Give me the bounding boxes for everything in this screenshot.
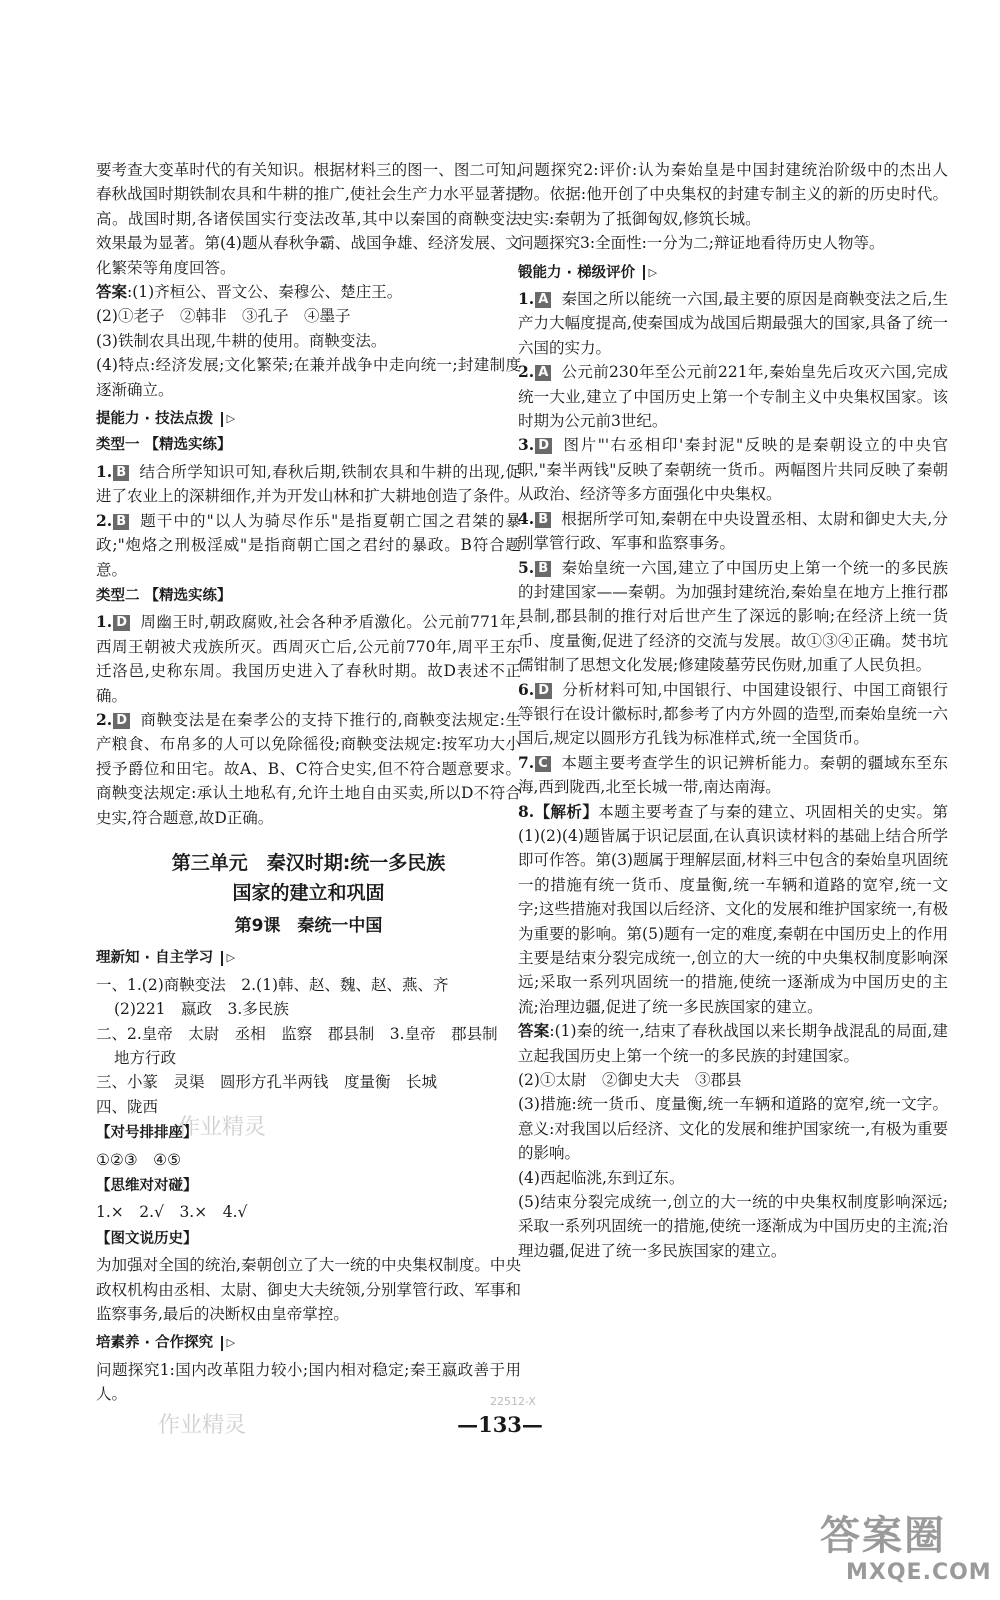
answer-badge: C — [535, 756, 551, 772]
question-item — [96, 460, 521, 509]
answer-line: (2)①太尉 ②御史大夫 ③郡县 — [518, 1071, 742, 1090]
item-text: 题干中的"以人为骑尽作乐"是指夏朝亡国之君桀的暴政;"炮烙之刑极淫威"是指商朝亡国之君纣的暴政。B符合题意。 — [96, 511, 521, 579]
arrow-icon: ▷ — [648, 265, 658, 279]
item-number: 8. — [518, 801, 535, 821]
divider — [221, 412, 223, 427]
answer-badge: D — [113, 615, 130, 631]
question-item — [518, 751, 948, 800]
answer-badge: D — [113, 713, 130, 729]
divider — [643, 265, 645, 280]
item-text: 秦始皇统一六国,建立了中国历史上第一个统一的多民族的封建国家——秦朝。为加强封建统治,秦始皇在地方上推行郡县制,郡县制的推行对后世产生了深远的影响;在经济上统一货币、度量衡,促进了经济的交流与发展。故①③④正确。焚书坑儒钳制了思想文化发展;修建陵墓劳民伤财,加重了人民负担。 — [518, 558, 948, 675]
explore-item: 问题探究3:全面性:一分为二;辩证地看待历史人物等。 — [518, 234, 885, 253]
left-column — [96, 158, 521, 1407]
unit-title-line1: 第三单元 秦汉时期:统一多民族 — [171, 851, 446, 874]
question-item — [518, 678, 948, 751]
item-text: 周幽王时,朝政腐败,社会各种矛盾激化。公元前771年,西周王朝被犬戎族所灭。西周灭亡后,公元前770年,周平王东迁洛邑,史称东周。我国历史进入了春秋时期。故D表述不正确。 — [96, 613, 521, 705]
page-number: —133— — [457, 1412, 543, 1437]
question-item-8 — [518, 800, 948, 1020]
fill-line: (2)221 嬴政 3.多民族 — [114, 1000, 289, 1019]
answer-badge: D — [535, 683, 552, 699]
pic-text: 为加强对全国的统治,秦朝创立了大一统的中央集权制度。中央政权机构由丞相、太尉、御史大夫统领,分别掌管行政、军事和监察事务,最后的决断权由皇帝掌控。 — [96, 1256, 521, 1324]
divider — [221, 1336, 223, 1351]
watermark-text: 作业精灵 — [158, 1413, 247, 1438]
answer-badge: B — [113, 465, 129, 481]
item-text: 商鞅变法是在秦孝公的支持下推行的,商鞅变法规定:生产粮食、布帛多的人可以免除徭役;商鞅变法规定:按军功大小授予爵位和田宅。故A、B、C符合史实,但不符合题意要求。商鞅变法规定:承认土地私有,允许土地自由买卖,所以D不符合史实,符合题意,故D正确。 — [96, 710, 521, 827]
subsection-title: 类型二 【精选实练】 — [96, 587, 232, 604]
question-item — [96, 509, 521, 582]
answer-badge: B — [113, 514, 129, 530]
question-item — [518, 360, 948, 433]
answer-text: :(1)秦的统一,结束了春秋战国以来长期争战混乱的局面,建立起我国历史上第一个统一的多民族的封建国家。 — [518, 1022, 948, 1065]
fill-line: 一、1.(2)商鞅变法 2.(1)韩、赵、魏、赵、燕、齐 — [96, 975, 449, 994]
site-logo — [818, 1500, 998, 1600]
arrow-icon: ▷ — [226, 1336, 236, 1350]
item-number: 3. — [518, 435, 535, 455]
section-title: 理新知 · 自主学习 — [96, 950, 214, 967]
item-text: 结合所学知识可知,春秋后期,铁制农具和牛耕的出现,促进了农业上的深耕细作,并为开发山林和扩大耕地创造了条件。 — [96, 462, 521, 506]
answer-badge: D — [535, 438, 552, 454]
item-text: 分析材料可知,中国银行、中国建设银行、中国工商银行等银行在设计徽标时,都参考了内方外圆的造型,而秦始皇统一六国后,规定以圆形方孔钱为标准样式,统一全国货币。 — [518, 680, 948, 748]
print-code: 22512-X — [490, 1395, 536, 1408]
pair-answer: ①②③ ④⑤ — [96, 1150, 181, 1169]
item-number: 2. — [96, 510, 113, 530]
question-item — [518, 433, 948, 506]
item-text: 根据所学可知,秦朝在中央设置丞相、太尉和御史大夫,分别掌管行政、军事和监察事务。 — [518, 509, 948, 553]
divider — [221, 951, 223, 966]
think-answer: 1.× 2.√ 3.× 4.√ — [96, 1203, 248, 1222]
subsection-title: 类型一 【精选实练】 — [96, 437, 232, 454]
section-title: 培素养 · 合作探究 — [96, 1335, 214, 1352]
subsection-title: 【图文说历史】 — [96, 1230, 198, 1247]
question-item — [518, 556, 948, 678]
item-number: 1. — [96, 612, 113, 632]
section-header — [518, 261, 948, 285]
analysis-tag: 【解析】 — [534, 802, 599, 821]
fill-line: 地方行政 — [114, 1049, 177, 1067]
item-number: 4. — [518, 508, 535, 528]
question-item — [518, 507, 948, 556]
question-item — [96, 708, 521, 830]
intro-paragraph: 要考查大变革时代的有关知识。根据材料三的图一、图二可知,春秋战国时期铁制农具和牛耕的推广,使社会生产力水平显著提高。战国时期,各诸侯国实行变法改革,其中以秦国的商鞅变法效果最为显著。第(4)题从春秋争霸、战国争雄、经济发展、文化繁荣等角度回答。 — [96, 161, 521, 277]
item-number: 1. — [96, 461, 113, 481]
fill-line: 四、陇西 — [96, 1097, 159, 1116]
watermark-text: 作业精灵 — [178, 1115, 267, 1140]
logo-text: 答案圈 — [820, 1513, 946, 1559]
answer-line: (2)①老子 ②韩非 ③孔子 ④墨子 — [96, 307, 351, 326]
answer-badge: A — [535, 292, 551, 308]
answer-line: (3)铁制农具出现,牛耕的使用。商鞅变法。 — [96, 331, 387, 350]
section-header — [96, 1331, 521, 1355]
item-number: 2. — [96, 709, 113, 729]
answer-line: (3)措施:统一货币、度量衡,统一车辆和道路的宽窄,统一文字。意义:对我国以后经济、文化的发展和维护国家统一,有极为重要的影响。 — [518, 1095, 948, 1163]
answer-line — [96, 280, 521, 304]
arrow-icon: ▷ — [226, 412, 236, 426]
item-text: 本题主要考查了与秦的建立、巩固相关的史实。第(1)(2)(4)题皆属于识记层面,在认真识读材料的基础上结合所学即可作答。第(3)题属于理解层面,材料三中包含的秦始皇巩固统一的措施有统一货币、度量衡,统一车辆和道路的宽窄,统一文字;这些措施对我国以后经济、文化的发展和维护国家统一,有极为重要的影响。第(5)题有一定的难度,秦朝在中国历史上的作用主要是结束分裂完成统一,创立的大一统的中央集权制度影响深远;采取一系列巩固统一的措施,使统一逐渐成为中国历史的主流;治理边疆,促进了统一多民族国家的建立。 — [518, 802, 948, 1016]
unit-title — [96, 848, 521, 908]
question-item — [518, 287, 948, 360]
answer-line — [518, 1019, 948, 1068]
answer-text: :(1)齐桓公、晋文公、秦穆公、楚庄王。 — [127, 283, 403, 302]
answer-line: (5)结束分裂完成统一,创立的大一统的中央集权制度影响深远;采取一系列巩固统一的措施,使统一逐渐成为中国历史的主流;治理边疆,促进了统一多民族国家的建立。 — [518, 1193, 948, 1260]
answer-badge: A — [535, 365, 551, 381]
fill-line: 二、2.皇帝 太尉 丞相 监察 郡县制 3.皇帝 郡县制 — [96, 1024, 498, 1043]
logo-url: MXQE.COM — [846, 1560, 992, 1585]
subsection-title: 【思维对对碰】 — [96, 1178, 198, 1195]
item-number: 6. — [518, 679, 535, 699]
question-item — [96, 610, 521, 708]
section-title: 提能力 · 技法点拨 — [96, 411, 214, 428]
fill-line: 三、小篆 灵渠 圆形方孔半两钱 度量衡 长城 — [96, 1073, 438, 1092]
subsection-title: 【对号排排座】 — [96, 1125, 198, 1142]
item-text: 本题主要考查学生的识记辨析能力。秦朝的疆域东至东海,西到陇西,北至长城一带,南达南海。 — [518, 753, 948, 797]
answer-badge: B — [535, 512, 551, 528]
item-text: 公元前230年至公元前221年,秦始皇先后攻灭六国,完成统一大业,建立了中国历史上第一个专制主义中央集权国家。该时期为公元前3世纪。 — [518, 363, 948, 431]
answer-label: 答案 — [518, 1021, 550, 1041]
right-column — [518, 158, 948, 1263]
answer-line: (4)特点:经济发展;文化繁荣;在兼并战争中走向统一;封建制度逐渐确立。 — [96, 356, 521, 399]
unit-title-line2: 国家的建立和巩固 — [232, 881, 385, 904]
answer-line: (4)西起临洮,东到辽东。 — [518, 1168, 685, 1187]
explore-item: 问题探究2:评价:认为秦始皇是中国封建统治阶级中的杰出人物。依据:他开创了中央集权的封建专制主义的新的历史时代。史实:秦朝为了抵御匈奴,修筑长城。 — [518, 161, 948, 228]
section-header — [96, 407, 521, 431]
item-number: 2. — [518, 362, 535, 382]
explore-item: 问题探究1:国内改革阻力较小;国内相对稳定;秦王嬴政善于用人。 — [96, 1360, 521, 1404]
answer-badge: B — [535, 561, 551, 577]
answer-label: 答案 — [96, 282, 128, 302]
item-number: 1. — [518, 289, 535, 309]
item-text: 秦国之所以能统一六国,最主要的原因是商鞅变法之后,生产力大幅度提高,使秦国成为战国后期最强大的国家,具备了统一六国的实力。 — [518, 290, 948, 357]
item-text: 图片"'右丞相印'秦封泥"反映的是秦朝设立的中央官职,"秦半两钱"反映了秦朝统一货币。两幅图片共同反映了秦朝从政治、经济等多方面强化中央集权。 — [518, 436, 948, 504]
item-number: 7. — [518, 752, 535, 772]
section-title: 锻能力 · 梯级评价 — [518, 264, 636, 281]
section-header — [96, 946, 521, 970]
arrow-icon: ▷ — [226, 951, 236, 965]
lesson-title: 第9课 秦统一中国 — [234, 915, 383, 936]
item-number: 5. — [518, 557, 535, 577]
